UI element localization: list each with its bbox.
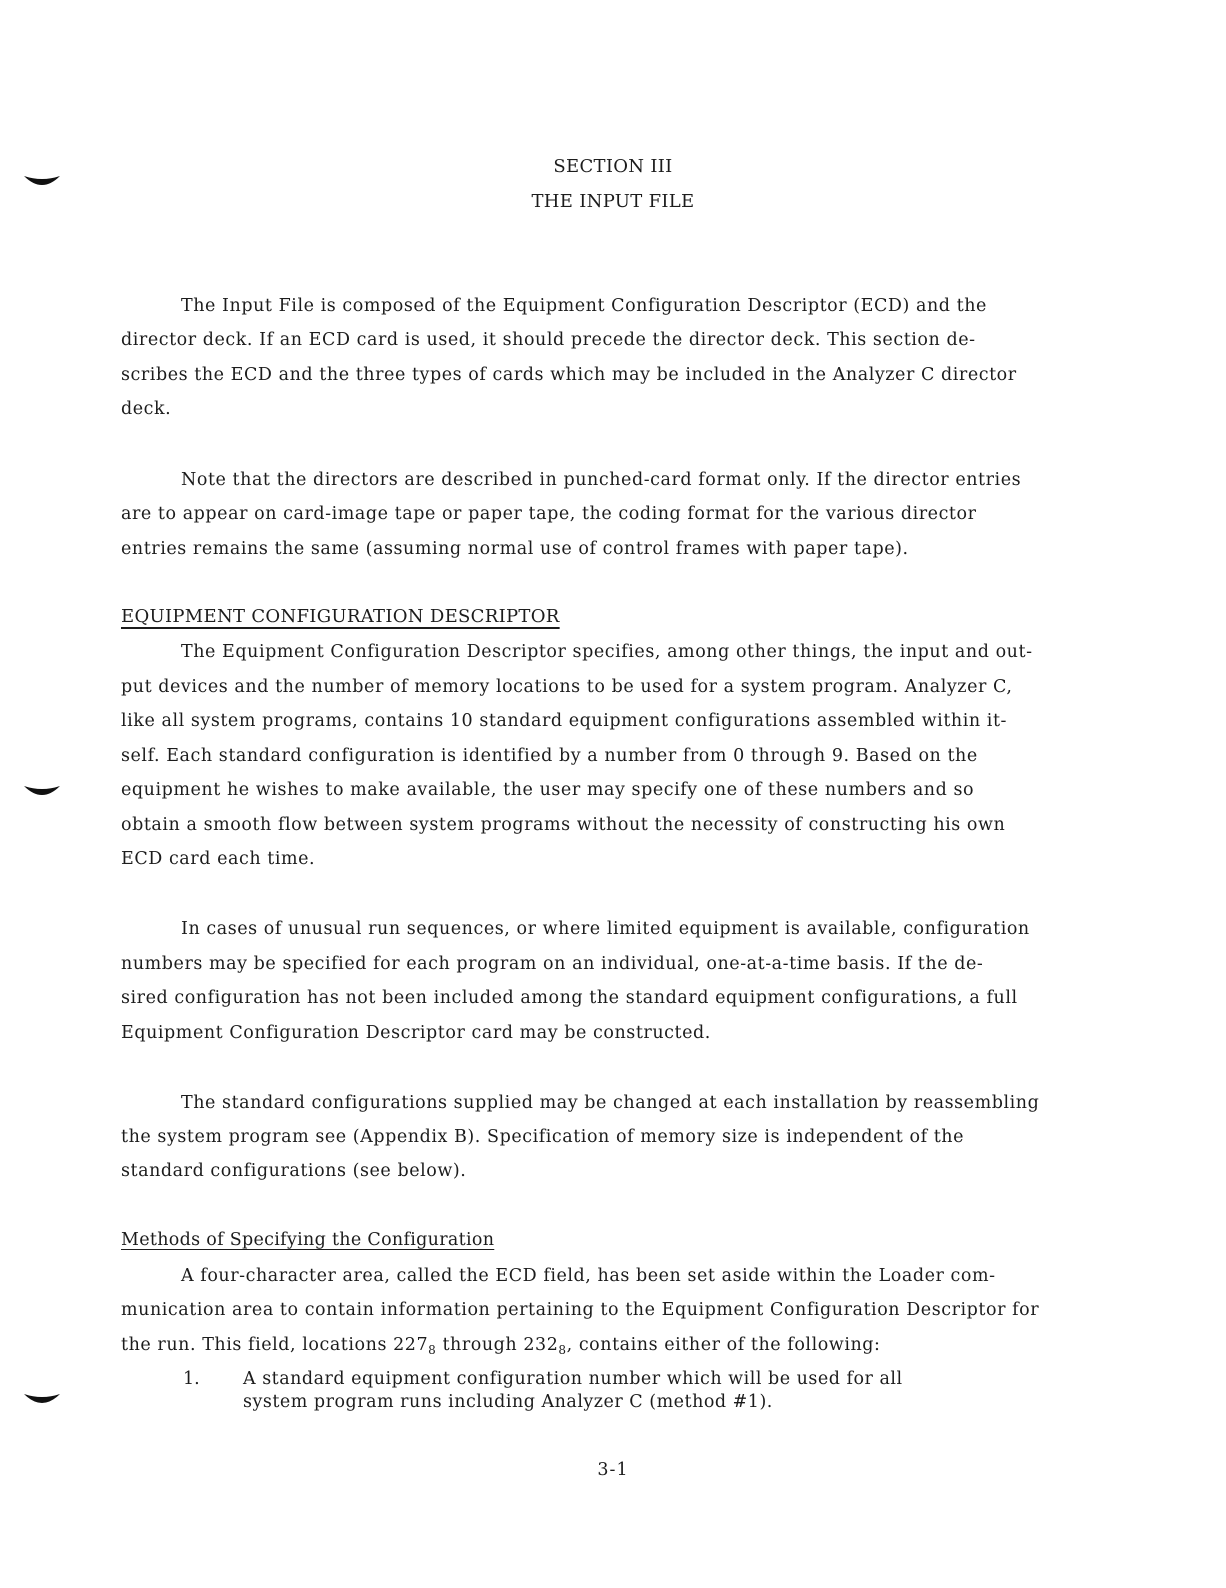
text-line: In cases of unusual run sequences, or where limited equipment is available, configuration <box>181 919 1030 939</box>
text-line: self. Each standard configuration is identified by a number from 0 through 9. Based on the <box>121 746 978 766</box>
text-line: munication area to contain information pertaining to the Equipment Configuration Descriptor for <box>121 1300 1040 1320</box>
list-item-line: system program runs including Analyzer C (method #1). <box>243 1392 773 1412</box>
text-line: ECD card each time. <box>121 849 316 869</box>
binder-hole-mark <box>22 782 62 800</box>
text-line: put devices and the number of memory locations to be used for a system program. Analyzer C, <box>121 677 1013 697</box>
methods-heading: Methods of Specifying the Configuration <box>121 1230 495 1250</box>
text-line: deck. <box>121 399 172 419</box>
text-line: are to appear on card-image tape or paper tape, the coding format for the various director <box>121 504 977 524</box>
text-fragment: the run. This field, locations 227 <box>121 1335 429 1355</box>
text-line: The Equipment Configuration Descriptor specifies, among other things, the input and out- <box>181 642 1033 662</box>
text-line: standard configurations (see below). <box>121 1161 467 1181</box>
binder-hole-mark <box>22 1390 62 1408</box>
octal-subscript: 8 <box>558 1343 567 1357</box>
text-line: numbers may be specified for each program on an individual, one-at-a-time basis. If the de- <box>121 954 984 974</box>
text-line: The standard configurations supplied may be changed at each installation by reassembling <box>181 1093 1040 1113</box>
text-line: like all system programs, contains 10 standard equipment configurations assembled within it- <box>121 711 1008 731</box>
text-line: sired configuration has not been included among the standard equipment configurations, a full <box>121 988 1018 1008</box>
text-line: The Input File is composed of the Equipment Configuration Descriptor (ECD) and the <box>181 296 987 316</box>
list-item-number: 1. <box>183 1369 200 1389</box>
section-title: THE INPUT FILE <box>531 191 695 212</box>
text-fragment: , contains either of the following: <box>566 1335 881 1355</box>
text-line: A four-character area, called the ECD field, has been set aside within the Loader com- <box>181 1266 996 1286</box>
text-line: Equipment Configuration Descriptor card may be constructed. <box>121 1023 711 1043</box>
text-fragment: through 232 <box>436 1335 559 1355</box>
ecd-heading: EQUIPMENT CONFIGURATION DESCRIPTOR <box>121 606 560 627</box>
text-line: the system program see (Appendix B). Specification of memory size is independent of the <box>121 1127 965 1147</box>
text-line: Note that the directors are described in punched-card format only. If the director entries <box>181 470 1022 490</box>
text-line: equipment he wishes to make available, the user may specify one of these numbers and so <box>121 780 975 800</box>
text-line: obtain a smooth flow between system programs without the necessity of constructing his own <box>121 815 1006 835</box>
text-line: director deck. If an ECD card is used, it should precede the director deck. This section de- <box>121 330 976 350</box>
text-line-with-subscripts <box>121 1335 881 1357</box>
list-item-line: A standard equipment configuration number which will be used for all <box>243 1369 903 1389</box>
octal-subscript: 8 <box>428 1343 437 1357</box>
section-number: SECTION III <box>553 156 673 177</box>
text-line: scribes the ECD and the three types of cards which may be included in the Analyzer C director <box>121 365 1017 385</box>
text-line: entries remains the same (assuming normal use of control frames with paper tape). <box>121 539 909 559</box>
page-number: 3-1 <box>597 1460 629 1480</box>
